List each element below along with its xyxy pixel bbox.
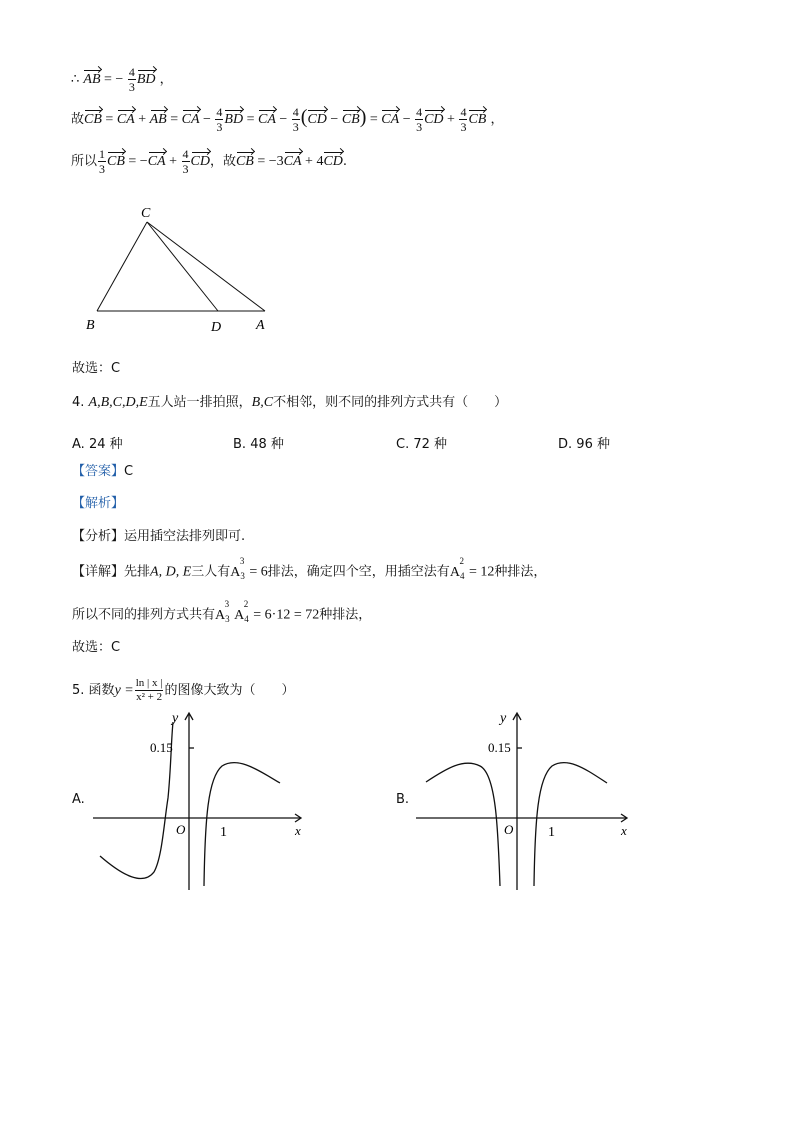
svg-text:0.15: 0.15 — [150, 740, 173, 755]
option-d[interactable]: D. 96 种 — [558, 437, 610, 452]
option-b[interactable]: B. 48 种 — [233, 437, 284, 452]
curve-a-right — [204, 763, 280, 886]
detail-line: 【详解】先排A, D, E三人有$A_3^3= 6$排法，确定四个空，用插空法有$A_4^2= 12$种排法， — [72, 556, 547, 581]
equation-line-2: 故CB = CA + AB = CA − $\frac{4}{3}$ BD = CA − $\frac{4}{3}$ (CD − CB) = CA − $\frac{4}{3}$ CD + $\frac{4}{3}$ CB ， — [71, 105, 504, 134]
triangle-figure — [80, 200, 280, 335]
option-a[interactable]: A. 24 种 — [72, 437, 123, 452]
side-cb — [97, 222, 147, 311]
svg-text:1: 1 — [220, 825, 227, 840]
fenxi-line: 【分析】运用插空法排列即可. — [72, 529, 246, 544]
equation-line-1: ∴ AB = − $\frac{4}{3}$ BD ， — [71, 65, 173, 94]
svg-text:O: O — [504, 822, 514, 837]
curve-b-left — [426, 763, 500, 886]
svg-text:0.15: 0.15 — [488, 740, 511, 755]
analysis-line: 【解析】 — [72, 496, 125, 511]
equation-line-3: 所以 $\frac{1}{3}$ CB = −CA + $\frac{4}{3}$ CD，故CB = −3CA + 4CD. — [71, 147, 348, 176]
label-c: C — [141, 206, 151, 221]
graph-b-option[interactable]: B. — [396, 792, 410, 807]
svg-text:y: y — [500, 711, 507, 726]
answer-line: 【答案】C — [72, 464, 134, 479]
graph-b[interactable] — [412, 708, 634, 898]
svg-text:1: 1 — [548, 825, 555, 840]
option-c[interactable]: C. 72 种 — [396, 437, 448, 452]
side-ca — [147, 222, 265, 311]
question-5: 5. 函数y = $\frac{\ln | x |}{\text{x² + 2}}$ 的图像大致为（ ） — [72, 677, 295, 703]
label-b: B — [86, 318, 95, 333]
segment-cd — [147, 222, 218, 311]
svg-text:O: O — [176, 822, 186, 837]
graph-a-option[interactable]: A. — [72, 792, 85, 807]
label-d: D — [211, 320, 222, 335]
curve-b-right — [534, 763, 607, 886]
question-4: 4. A,B,C,D,E五人站一排拍照，B,C不相邻，则不同的排列方式共有（ ） — [72, 395, 508, 410]
svg-text:y: y — [172, 711, 179, 726]
svg-text:x: x — [621, 823, 627, 838]
svg-text:x: x — [295, 823, 301, 838]
select-line-2: 故选：C — [72, 640, 121, 655]
graph-a[interactable] — [88, 708, 308, 898]
answer-select-1: 故选：C — [72, 361, 121, 376]
label-a: A — [256, 318, 265, 333]
conclusion-line: 所以不同的排列方式共有$A_3^3A_4^2= 6\cdot 12 = 72$种排法， — [72, 599, 372, 624]
